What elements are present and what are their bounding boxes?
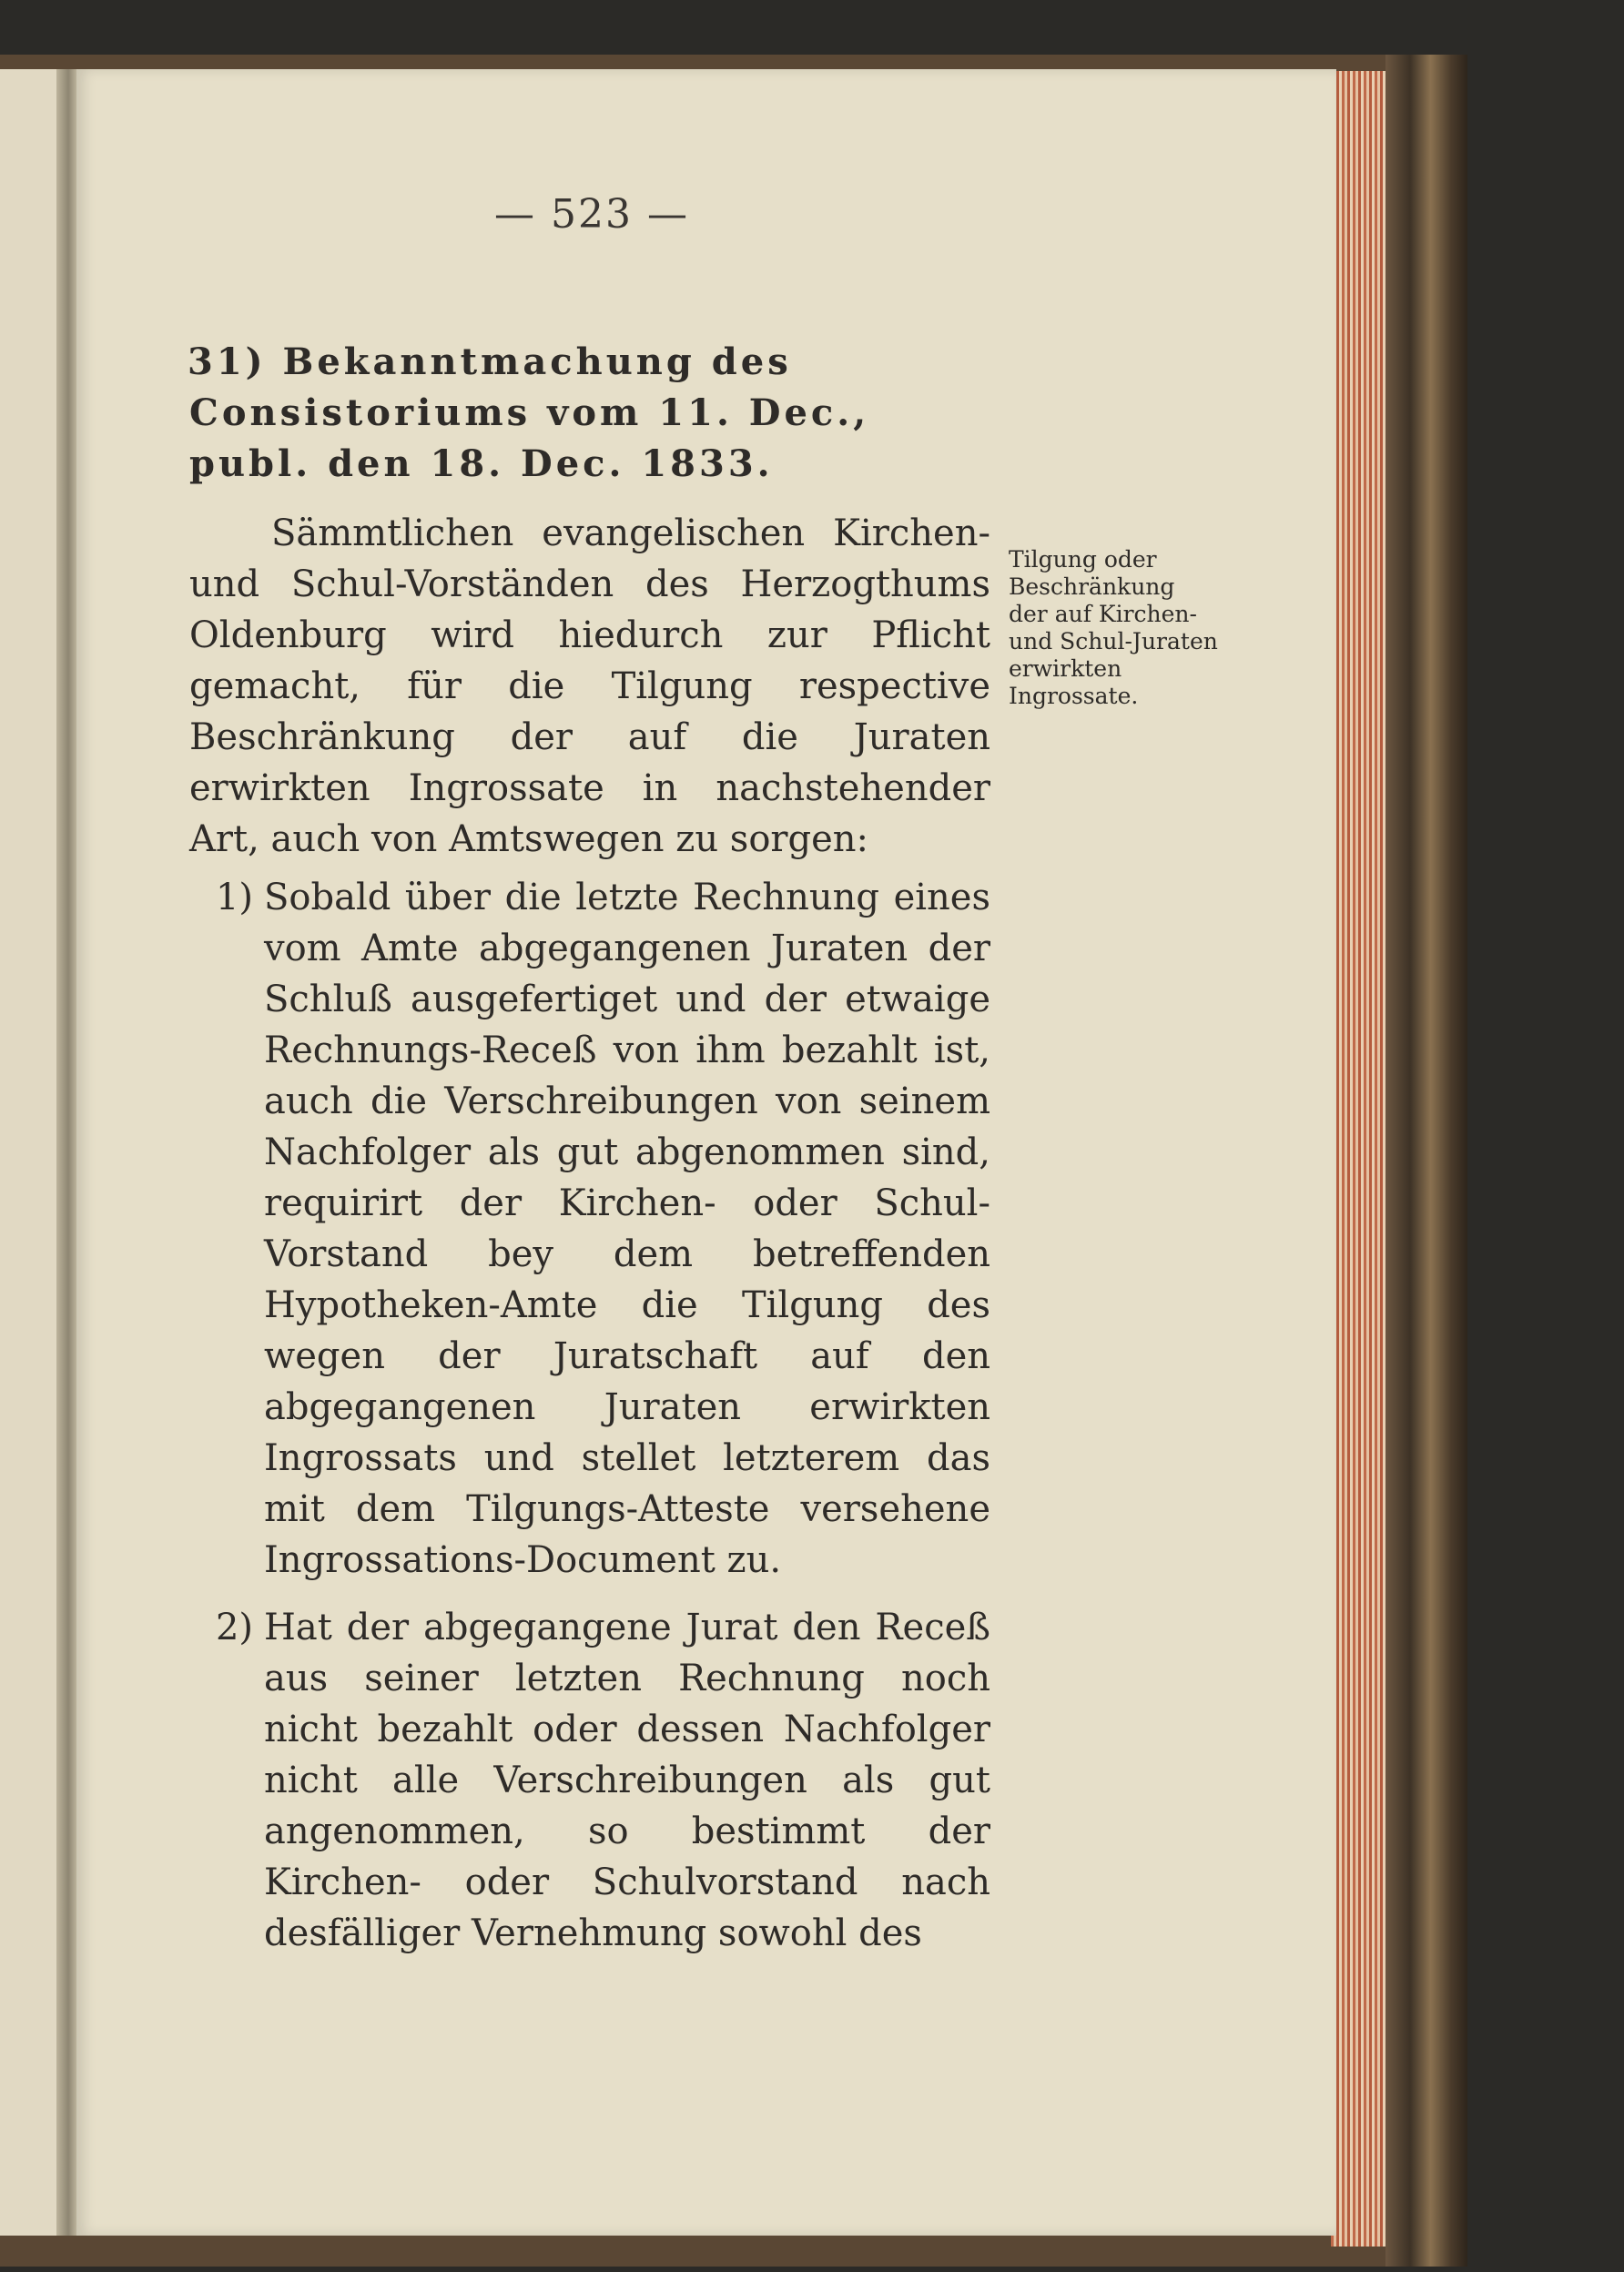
- list-item: [189, 872, 990, 1586]
- margin-note: Tilgung oder Beschränkung der auf Kirchen- und Schul-Juraten erwirkten Ingrossate.: [1009, 546, 1218, 709]
- page-header: — 523 —: [494, 191, 689, 238]
- list-item-text: Sobald über die letzte Rechnung eines vom Amte abgegangenen Juraten der Schluß ausgefertiget und der etwaige Rechnungs-Receß von ihm bezahlt ist, auch die Verschreibungen von seinem Nachfolger als gut abgenommen sind, requirirt der Kirchen- oder Schul-Vorstand bey dem betreffenden Hypotheken-Amte die Tilgung des wegen der Juratschaft auf den abgegangenen Juraten erwirkten Ingrossats und stellet letzterem das mit dem Tilgungs-Atteste versehene Ingrossations-Document zu.: [264, 877, 990, 1581]
- main-text: [189, 337, 990, 1975]
- section-title: 31) Bekanntmachung des Consistoriums vom 11. Dec., publ. den 18. Dec. 1833.: [188, 340, 870, 485]
- list-item-number: 2): [215, 1607, 253, 1648]
- page-edges: [1331, 71, 1385, 2247]
- book-cover-edge: [1385, 55, 1467, 2267]
- intro-paragraph: Sämmtlichen evangelischen Kirchen- und Schul-Vorständen des Herzogthums Oldenburg wird hiedurch zur Pflicht gemacht, für die Tilgung respective Beschränkung der auf die Juraten erwirkten Ingrossate in nachstehender Art, auch von Amtswegen zu sorgen:: [189, 512, 990, 860]
- list-item-text: Hat der abgegangene Jurat den Receß aus seiner letzten Rechnung noch nicht bezahlt oder dessen Nachfolger nicht alle Verschreibungen als gut angenommen, so bestimmt der Kirchen- oder Schulvorstand nach desfälliger Vernehmung sowohl des: [264, 1607, 990, 1954]
- list-item: [189, 1602, 990, 1959]
- list-item-number: 1): [215, 877, 253, 918]
